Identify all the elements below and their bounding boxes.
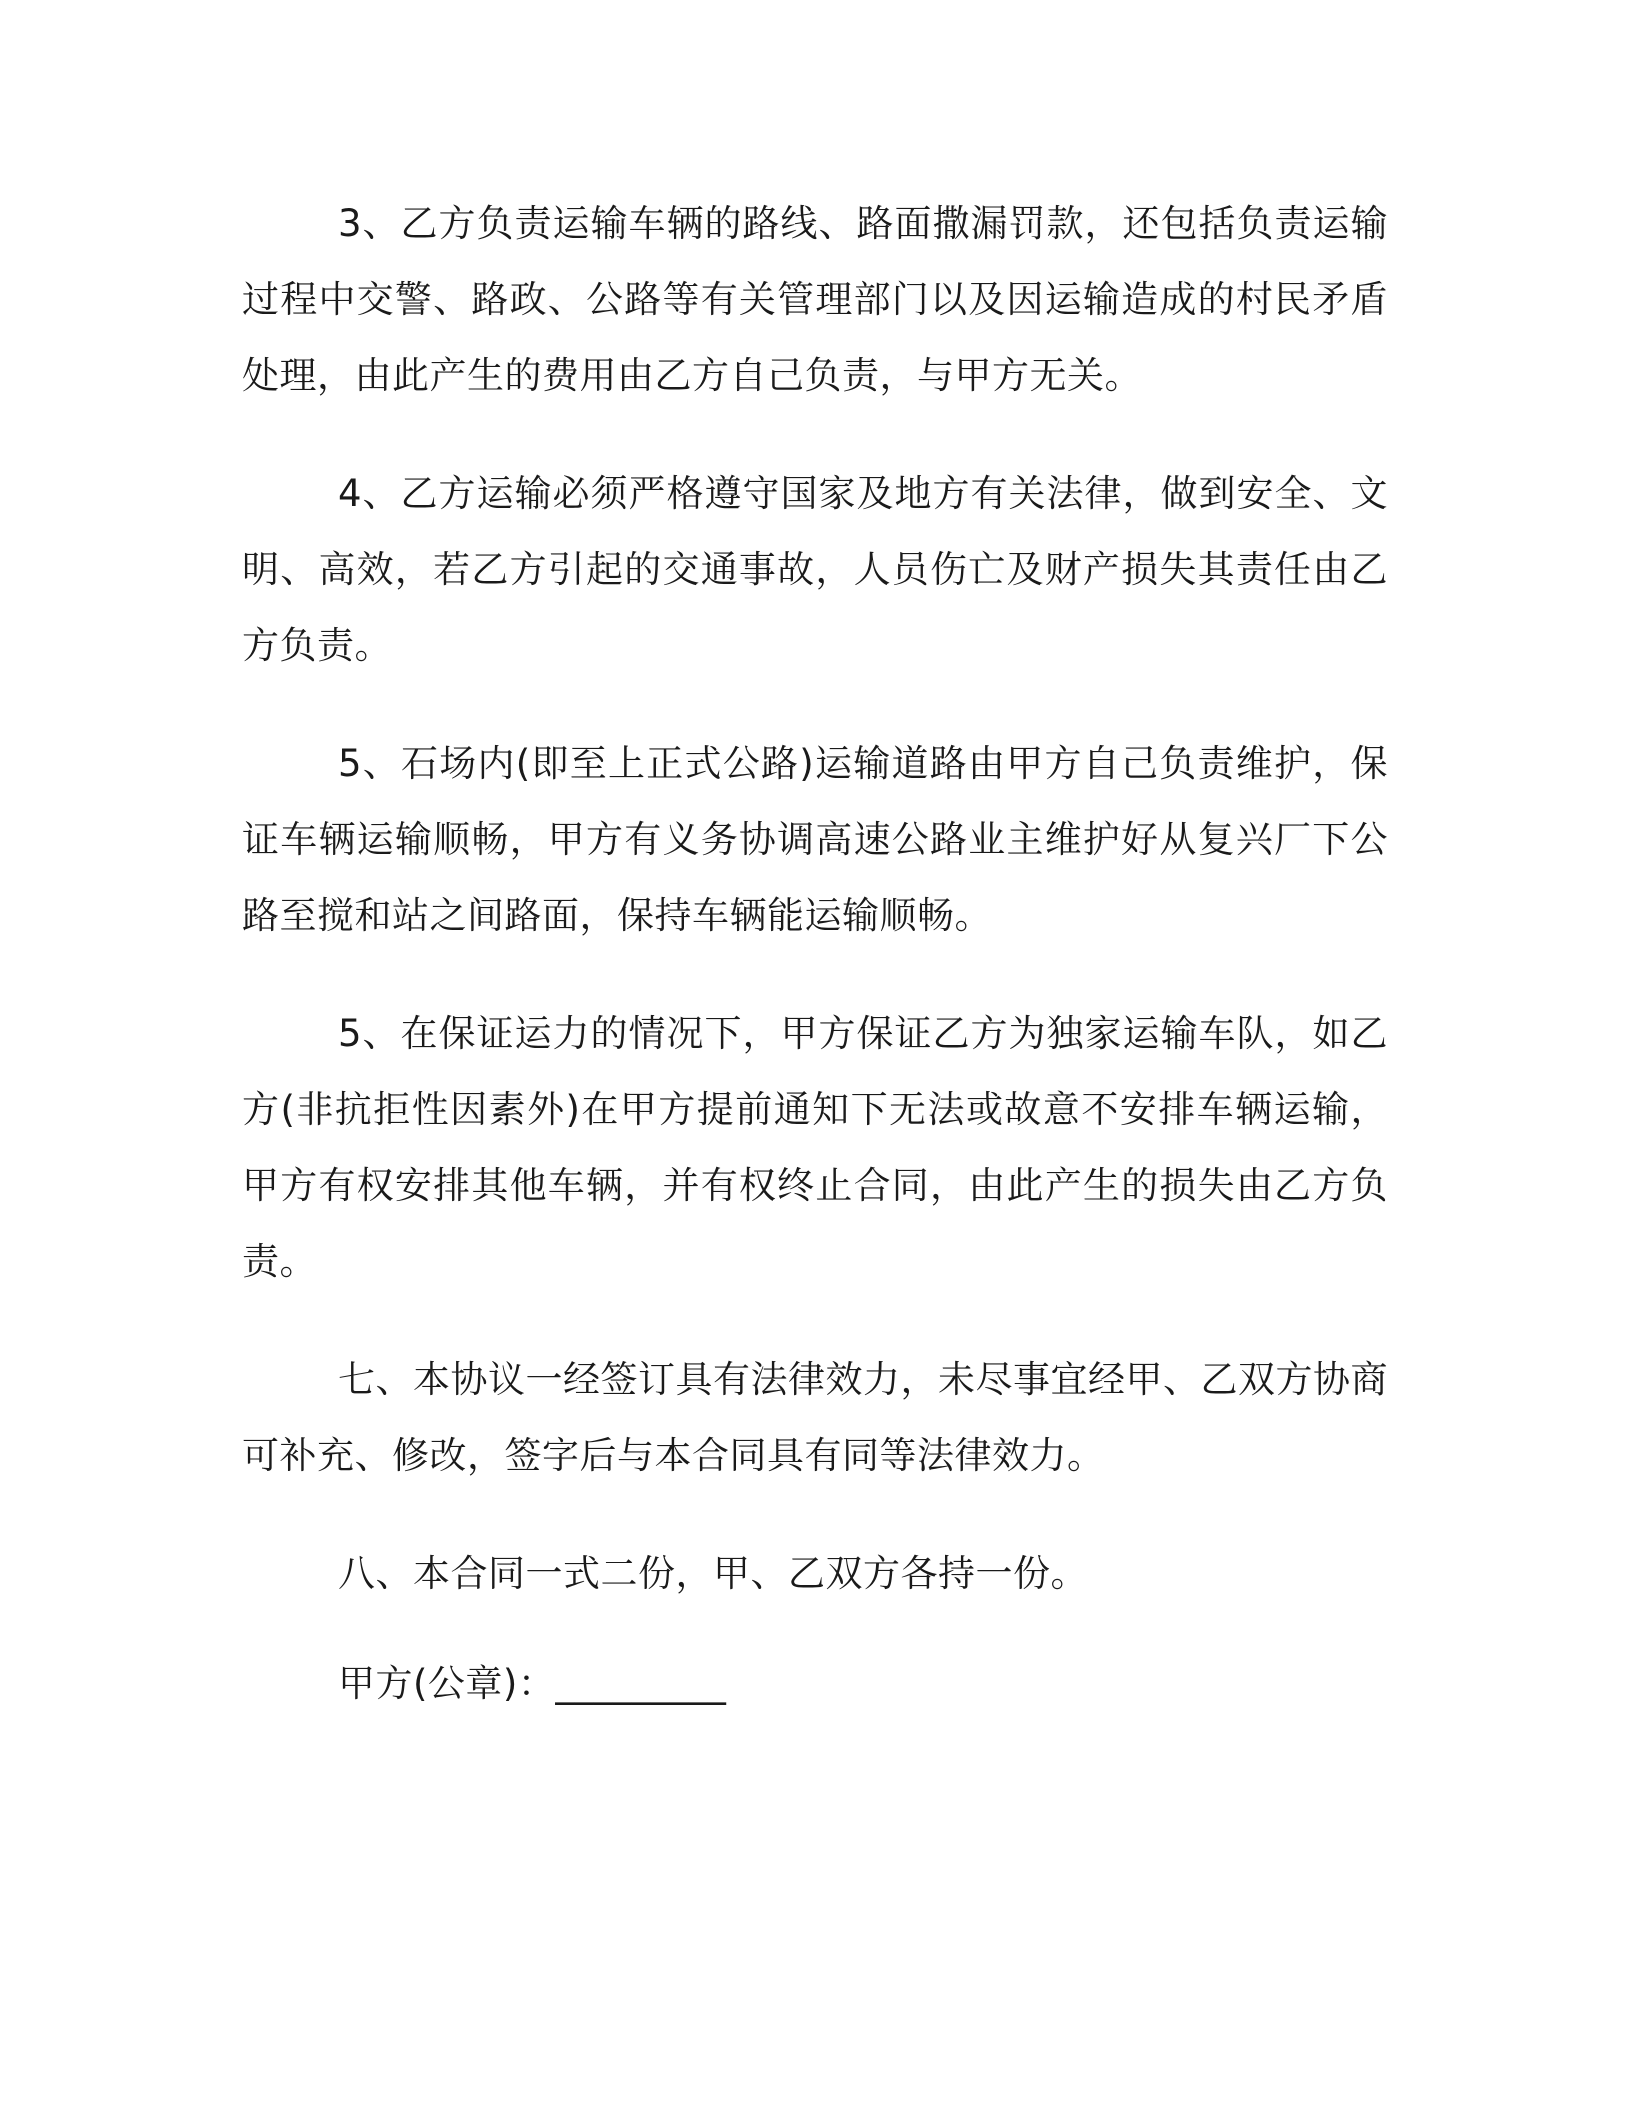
- clause-8-paragraph: 八、本合同一式二份，甲、乙双方各持一份。: [338, 1552, 1088, 1595]
- document-body: [242, 186, 1388, 1722]
- clause-5-exclusive-paragraph: 5、在保证运力的情况下，甲方保证乙方为独家运输车队，如乙方(非抗拒性因素外)在甲方提前通知下无法或故意不安排车辆运输，甲方有权安排其他车辆，并有权终止合同，由此产生的损失由乙方负责。: [242, 1012, 1388, 1283]
- clause-7-paragraph: 七、本协议一经签订具有法律效力，未尽事宜经甲、乙双方协商可补充、修改，签字后与本合同具有同等法律效力。: [242, 1358, 1388, 1477]
- clause-5-road-paragraph: 5、石场内(即至上正式公路)运输道路由甲方自己负责维护，保证车辆运输顺畅，甲方有义务协调高速公路业主维护好从复兴厂下公路至搅和站之间路面，保持车辆能运输顺畅。: [242, 742, 1388, 937]
- party-a-seal-line: 甲方(公章)：_________: [338, 1662, 727, 1705]
- clause-4-paragraph: 4、乙方运输必须严格遵守国家及地方有关法律，做到安全、文明、高效，若乙方引起的交通事故，人员伤亡及财产损失其责任由乙方负责。: [242, 472, 1388, 667]
- clause-3-paragraph: 3、乙方负责运输车辆的路线、路面撒漏罚款，还包括负责运输过程中交警、路政、公路等有关管理部门以及因运输造成的村民矛盾处理，由此产生的费用由乙方自己负责，与甲方无关。: [242, 202, 1388, 397]
